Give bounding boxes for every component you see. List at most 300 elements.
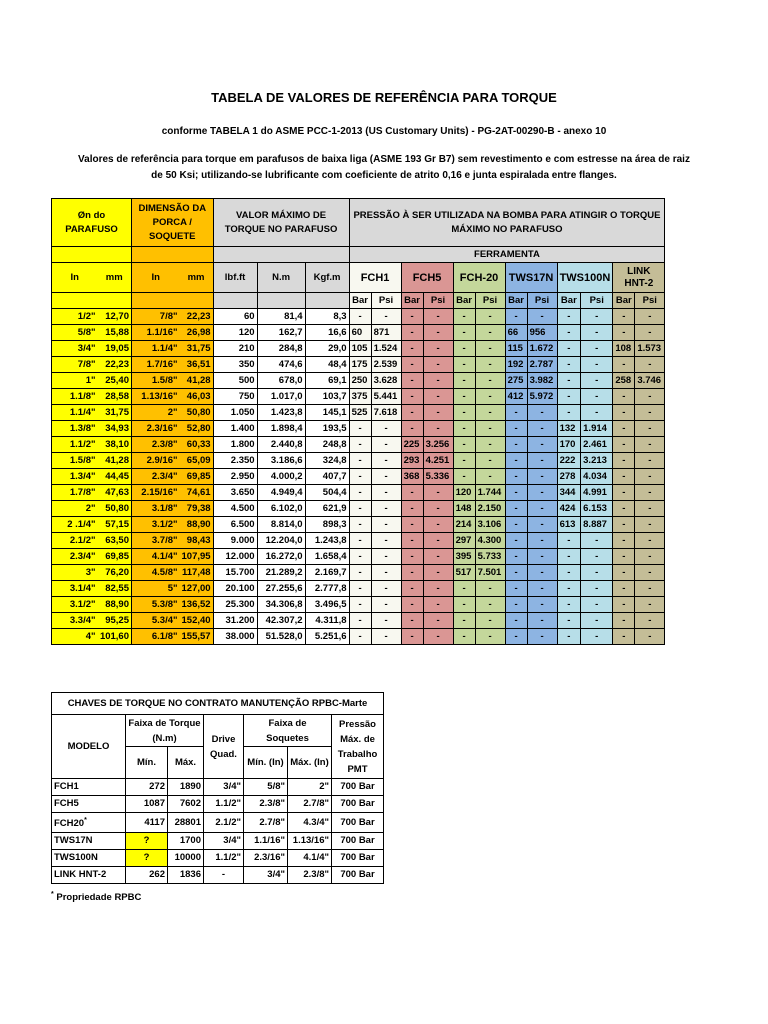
cell-bolt-in: 3.3/4" (52, 613, 98, 629)
cell-fch1-bar: - (349, 469, 371, 485)
cell-fch20-bar: - (453, 405, 475, 421)
cell-nut-in: 1.13/16" (132, 389, 180, 405)
cell-torque-nm: 81,4 (257, 309, 305, 325)
cell-fch1-psi: 7.618 (371, 405, 401, 421)
cell-smax: 2.7/8" (288, 796, 332, 813)
cell-tws100n-bar: - (557, 533, 581, 549)
header-bar: Bar (453, 293, 475, 309)
cell-fch5-psi: - (423, 533, 453, 549)
cell-nut-mm: 69,85 (180, 469, 214, 485)
cell-fch5-psi: - (423, 613, 453, 629)
cell-fch20-bar: - (453, 373, 475, 389)
cell-link-psi: - (635, 469, 665, 485)
table-row (52, 373, 665, 389)
cell-bolt-mm: 76,20 (98, 565, 132, 581)
cell-tws17n-psi: - (527, 485, 557, 501)
cell-bolt-in: 1.3/8" (52, 421, 98, 437)
cell-bolt-mm: 44,45 (98, 469, 132, 485)
cell-nut-mm: 117,48 (180, 565, 214, 581)
cell-fch20-psi: - (475, 613, 505, 629)
wrench-row (52, 850, 384, 867)
cell-torque-lbfft: 2.950 (213, 469, 257, 485)
cell-fch5-psi: - (423, 325, 453, 341)
cell-link-psi: - (635, 437, 665, 453)
cell-fch5-psi: - (423, 549, 453, 565)
table-row (52, 597, 665, 613)
cell-bolt-in: 2.3/4" (52, 549, 98, 565)
footnote-text: Propriedade RPBC (56, 892, 142, 904)
cell-tws100n-bar: - (557, 357, 581, 373)
cell-tws17n-bar: - (505, 565, 527, 581)
cell-nut-in: 5.3/4" (132, 613, 180, 629)
cell-tws17n-bar: - (505, 549, 527, 565)
cell-smin: 3/4" (244, 867, 288, 884)
cell-nut-mm: 22,23 (180, 309, 214, 325)
cell-fch1-bar: 375 (349, 389, 371, 405)
cell-fch1-bar: - (349, 421, 371, 437)
cell-min: 1087 (126, 796, 168, 813)
table-row (52, 485, 665, 501)
cell-torque-lbfft: 2.350 (213, 453, 257, 469)
cell-torque-kgfm: 3.496,5 (305, 597, 349, 613)
table-row (52, 517, 665, 533)
cell-torque-nm: 27.255,6 (257, 581, 305, 597)
cell-tws100n-psi: - (581, 549, 613, 565)
cell-fch20-bar: 214 (453, 517, 475, 533)
cell-fch1-psi: 2.539 (371, 357, 401, 373)
cell-link-psi: - (635, 581, 665, 597)
cell-link-bar: - (613, 309, 635, 325)
cell-torque-lbfft: 210 (213, 341, 257, 357)
cell-tws17n-bar: 275 (505, 373, 527, 389)
cell-nut-mm: 152,40 (180, 613, 214, 629)
cell-nut-in: 1.1/4" (132, 341, 180, 357)
cell-fch20-psi: - (475, 357, 505, 373)
cell-bolt-in: 2.1/2" (52, 533, 98, 549)
cell-fch1-psi: 871 (371, 325, 401, 341)
cell-link-bar: 258 (613, 373, 635, 389)
cell-tws17n-psi: 5.972 (527, 389, 557, 405)
cell-nut-mm: 79,38 (180, 501, 214, 517)
cell-tws17n-psi: - (527, 581, 557, 597)
cell-link-bar: - (613, 613, 635, 629)
cell-fch5-psi: - (423, 565, 453, 581)
cell-link-bar: - (613, 517, 635, 533)
cell-fch20-bar: - (453, 437, 475, 453)
cell-smax: 4.3/4" (288, 813, 332, 833)
cell-tws17n-psi: - (527, 533, 557, 549)
cell-tws17n-bar: - (505, 613, 527, 629)
cell-bolt-mm: 101,60 (98, 629, 132, 645)
cell-nut-in: 1.5/8" (132, 373, 180, 389)
cell-smax: 2" (288, 779, 332, 796)
cell-fch1-bar: - (349, 613, 371, 629)
cell-link-psi: 3.746 (635, 373, 665, 389)
cell-fch20-psi: 1.744 (475, 485, 505, 501)
description (40, 152, 728, 184)
cell-link-psi: - (635, 597, 665, 613)
cell-link-bar: - (613, 421, 635, 437)
cell-tws100n-bar: - (557, 565, 581, 581)
cell-torque-lbfft: 1.800 (213, 437, 257, 453)
cell-tws17n-psi: 3.982 (527, 373, 557, 389)
cell-tws17n-bar: 115 (505, 341, 527, 357)
cell-nut-in: 1.7/16" (132, 357, 180, 373)
cell-nut-in: 1.1/16" (132, 325, 180, 341)
cell-bolt-mm: 12,70 (98, 309, 132, 325)
cell-tws100n-psi: 1.914 (581, 421, 613, 437)
header-tool-link-hnt2: LINK HNT-2 (613, 263, 665, 293)
cell-link-psi: - (635, 629, 665, 645)
torque-wrenches-table (51, 692, 384, 884)
cell-tws17n-bar: 66 (505, 325, 527, 341)
cell-fch5-bar: - (401, 629, 423, 645)
cell-link-bar: - (613, 485, 635, 501)
cell-link-psi: - (635, 405, 665, 421)
description-line-2: de 50 Ksi; utilizando-se lubrificante com coeficiente de atrito 0,16 e junta espiralada entre flanges. (151, 170, 617, 181)
cell-smax: 2.3/8" (288, 867, 332, 884)
cell-nut-in: 2.3/16" (132, 421, 180, 437)
cell-fch1-bar: - (349, 533, 371, 549)
cell-max: 10000 (168, 850, 204, 867)
cell-fch1-psi: - (371, 565, 401, 581)
cell-nut-mm: 155,57 (180, 629, 214, 645)
cell-bolt-mm: 28,58 (98, 389, 132, 405)
header-max-torque: VALOR MÁXIMO DE TORQUE NO PARAFUSO (213, 199, 349, 247)
cell-fch1-bar: - (349, 309, 371, 325)
cell-smin: 2.7/8" (244, 813, 288, 833)
cell-torque-nm: 1.017,0 (257, 389, 305, 405)
cell-tws17n-psi: - (527, 517, 557, 533)
cell-tws100n-bar: 344 (557, 485, 581, 501)
cell-link-bar: - (613, 389, 635, 405)
header-torque-range: Faixa de Torque (N.m) (126, 715, 204, 747)
cell-torque-lbfft: 4.500 (213, 501, 257, 517)
cell-tws17n-psi: 956 (527, 325, 557, 341)
cell-fch5-bar: 225 (401, 437, 423, 453)
cell-torque-nm: 16.272,0 (257, 549, 305, 565)
header-bolt-in: In (52, 263, 98, 293)
table-row (52, 613, 665, 629)
cell-nut-in: 6.1/8" (132, 629, 180, 645)
cell-torque-nm: 4.949,4 (257, 485, 305, 501)
cell-smin: 1.1/16" (244, 833, 288, 850)
cell-nut-in: 3.7/8" (132, 533, 180, 549)
cell-fch20-psi: - (475, 469, 505, 485)
cell-fch1-bar: - (349, 565, 371, 581)
cell-nut-mm: 88,90 (180, 517, 214, 533)
cell-tws17n-psi: - (527, 501, 557, 517)
cell-torque-nm: 1.423,8 (257, 405, 305, 421)
cell-fch20-bar: 120 (453, 485, 475, 501)
cell-torque-nm: 678,0 (257, 373, 305, 389)
cell-fch5-bar: - (401, 373, 423, 389)
cell-pmt: 700 Bar (332, 779, 384, 796)
cell-fch5-bar: - (401, 325, 423, 341)
cell-link-bar: - (613, 629, 635, 645)
cell-torque-lbfft: 750 (213, 389, 257, 405)
cell-torque-nm: 42.307,2 (257, 613, 305, 629)
header-bar: Bar (557, 293, 581, 309)
cell-model: FCH5 (52, 796, 126, 813)
table-row (52, 357, 665, 373)
cell-torque-lbfft: 350 (213, 357, 257, 373)
cell-model: TWS100N (52, 850, 126, 867)
cell-bolt-in: 1.5/8" (52, 453, 98, 469)
cell-fch20-bar: - (453, 325, 475, 341)
wrench-table-title: CHAVES DE TORQUE NO CONTRATO MANUTENÇÃO RPBC-Marte (52, 693, 384, 715)
cell-nut-in: 4.5/8" (132, 565, 180, 581)
cell-tws17n-psi: - (527, 597, 557, 613)
header-bolt-spacer (52, 247, 132, 263)
table-row (52, 341, 665, 357)
table-row (52, 501, 665, 517)
cell-nut-in: 2.3/8" (132, 437, 180, 453)
header-unit-spacer (180, 293, 214, 309)
cell-nut-mm: 52,80 (180, 421, 214, 437)
cell-torque-lbfft: 3.650 (213, 485, 257, 501)
cell-bolt-mm: 69,85 (98, 549, 132, 565)
table-row (52, 325, 665, 341)
header-pressure: PRESSÃO À SER UTILIZADA NA BOMBA PARA ATINGIR O TORQUE MÁXIMO NO PARAFUSO (349, 199, 665, 247)
cell-torque-kgfm: 145,1 (305, 405, 349, 421)
cell-fch1-psi: 5.441 (371, 389, 401, 405)
header-unit-spacer (132, 293, 180, 309)
cell-fch20-psi: - (475, 389, 505, 405)
cell-pmt: 700 Bar (332, 850, 384, 867)
cell-link-psi: - (635, 533, 665, 549)
cell-torque-nm: 1.898,4 (257, 421, 305, 437)
cell-nut-in: 3.1/2" (132, 517, 180, 533)
wrench-row (52, 833, 384, 850)
header-model: MODELO (52, 715, 126, 779)
cell-tws100n-bar: - (557, 341, 581, 357)
wrench-row (52, 813, 384, 833)
cell-bolt-in: 3/4" (52, 341, 98, 357)
header-bar: Bar (401, 293, 423, 309)
cell-tws100n-psi: 4.034 (581, 469, 613, 485)
cell-torque-kgfm: 69,1 (305, 373, 349, 389)
cell-torque-kgfm: 4.311,8 (305, 613, 349, 629)
header-socket-range: Faixa de Soquetes (244, 715, 332, 747)
cell-pmt: 700 Bar (332, 867, 384, 884)
cell-bolt-mm: 47,63 (98, 485, 132, 501)
cell-smin: 2.3/8" (244, 796, 288, 813)
cell-nut-mm: 41,28 (180, 373, 214, 389)
cell-link-psi: - (635, 565, 665, 581)
cell-tws100n-psi: - (581, 325, 613, 341)
cell-torque-kgfm: 898,3 (305, 517, 349, 533)
asterisk-mark: * (84, 817, 87, 824)
cell-tws17n-bar: - (505, 421, 527, 437)
cell-fch20-bar: 297 (453, 533, 475, 549)
cell-fch1-bar: - (349, 485, 371, 501)
cell-bolt-mm: 31,75 (98, 405, 132, 421)
cell-fch20-psi: - (475, 309, 505, 325)
header-tool: FERRAMENTA (349, 247, 665, 263)
header-lbfft: lbf.ft (213, 263, 257, 293)
cell-torque-kgfm: 324,8 (305, 453, 349, 469)
cell-link-bar: - (613, 405, 635, 421)
cell-torque-lbfft: 6.500 (213, 517, 257, 533)
cell-nut-mm: 65,09 (180, 453, 214, 469)
cell-torque-lbfft: 15.700 (213, 565, 257, 581)
cell-drive: 3/4" (204, 833, 244, 850)
cell-link-psi: - (635, 453, 665, 469)
cell-torque-lbfft: 1.050 (213, 405, 257, 421)
cell-torque-kgfm: 407,7 (305, 469, 349, 485)
header-pmt: Pressão Máx. de Trabalho PMT (332, 715, 384, 779)
cell-link-psi: - (635, 309, 665, 325)
cell-nut-mm: 36,51 (180, 357, 214, 373)
cell-torque-nm: 34.306,8 (257, 597, 305, 613)
header-psi: Psi (635, 293, 665, 309)
cell-bolt-mm: 19,05 (98, 341, 132, 357)
cell-torque-kgfm: 48,4 (305, 357, 349, 373)
cell-bolt-mm: 25,40 (98, 373, 132, 389)
header-psi: Psi (475, 293, 505, 309)
cell-fch20-psi: - (475, 453, 505, 469)
cell-tws17n-bar: - (505, 437, 527, 453)
cell-nut-in: 7/8" (132, 309, 180, 325)
cell-model: FCH20* (52, 813, 126, 833)
cell-bolt-mm: 15,88 (98, 325, 132, 341)
cell-tws100n-psi: 2.461 (581, 437, 613, 453)
cell-fch5-bar: 368 (401, 469, 423, 485)
cell-fch5-bar: - (401, 357, 423, 373)
cell-fch5-bar: - (401, 501, 423, 517)
cell-max: 7602 (168, 796, 204, 813)
cell-fch5-psi: - (423, 357, 453, 373)
cell-fch5-bar: - (401, 533, 423, 549)
cell-tws17n-bar: - (505, 517, 527, 533)
cell-fch5-bar: 293 (401, 453, 423, 469)
cell-tws100n-bar: - (557, 309, 581, 325)
header-bar: Bar (349, 293, 371, 309)
cell-link-psi: 1.573 (635, 341, 665, 357)
cell-fch5-psi: - (423, 581, 453, 597)
cell-model: LINK HNT-2 (52, 867, 126, 884)
header-torque-min: Mín. (126, 747, 168, 779)
cell-tws100n-psi: 4.991 (581, 485, 613, 501)
cell-smin: 5/8" (244, 779, 288, 796)
cell-tws17n-bar: - (505, 597, 527, 613)
cell-fch1-psi: - (371, 549, 401, 565)
cell-fch20-psi: - (475, 421, 505, 437)
cell-link-bar: - (613, 549, 635, 565)
cell-link-bar: - (613, 533, 635, 549)
cell-tws100n-bar: 222 (557, 453, 581, 469)
cell-tws100n-bar: 170 (557, 437, 581, 453)
cell-fch1-psi: 3.628 (371, 373, 401, 389)
cell-bolt-in: 1.1/4" (52, 405, 98, 421)
cell-tws17n-bar: - (505, 533, 527, 549)
cell-fch5-psi: - (423, 629, 453, 645)
cell-link-bar: - (613, 565, 635, 581)
cell-bolt-mm: 34,93 (98, 421, 132, 437)
table-row (52, 309, 665, 325)
cell-fch5-bar: - (401, 389, 423, 405)
cell-tws17n-psi: - (527, 629, 557, 645)
footnote (51, 891, 141, 903)
cell-link-bar: 108 (613, 341, 635, 357)
table-row (52, 437, 665, 453)
cell-fch5-bar: - (401, 565, 423, 581)
header-nut-mm: mm (180, 263, 214, 293)
cell-link-bar: - (613, 437, 635, 453)
cell-tws100n-bar: - (557, 373, 581, 389)
table-row (52, 549, 665, 565)
cell-link-psi: - (635, 501, 665, 517)
cell-tws100n-bar: - (557, 613, 581, 629)
cell-fch5-psi: - (423, 517, 453, 533)
cell-nut-mm: 26,98 (180, 325, 214, 341)
cell-max: 28801 (168, 813, 204, 833)
cell-fch1-bar: 105 (349, 341, 371, 357)
cell-tws100n-psi: - (581, 357, 613, 373)
cell-fch5-bar: - (401, 421, 423, 437)
header-psi: Psi (423, 293, 453, 309)
table-row (52, 469, 665, 485)
cell-bolt-in: 5/8" (52, 325, 98, 341)
cell-torque-kgfm: 2.777,8 (305, 581, 349, 597)
cell-fch1-psi: - (371, 485, 401, 501)
cell-tws17n-bar: - (505, 453, 527, 469)
cell-fch5-bar: - (401, 597, 423, 613)
cell-fch1-bar: - (349, 453, 371, 469)
cell-model: TWS17N (52, 833, 126, 850)
cell-tws17n-psi: 1.672 (527, 341, 557, 357)
cell-tws17n-psi: - (527, 549, 557, 565)
cell-fch20-bar: - (453, 421, 475, 437)
cell-fch1-psi: 1.524 (371, 341, 401, 357)
cell-fch5-psi: 4.251 (423, 453, 453, 469)
header-drive: Drive Quad. (204, 715, 244, 779)
table-row (52, 533, 665, 549)
cell-pmt: 700 Bar (332, 796, 384, 813)
cell-fch20-bar: - (453, 453, 475, 469)
cell-tws100n-bar: - (557, 597, 581, 613)
cell-fch5-psi: - (423, 389, 453, 405)
cell-link-psi: - (635, 485, 665, 501)
header-torque-max: Máx. (168, 747, 204, 779)
cell-fch1-bar: - (349, 517, 371, 533)
cell-fch1-psi: - (371, 309, 401, 325)
cell-tws100n-psi: - (581, 629, 613, 645)
cell-nut-mm: 107,95 (180, 549, 214, 565)
cell-fch5-psi: - (423, 341, 453, 357)
cell-tws100n-psi: - (581, 341, 613, 357)
cell-tws17n-bar: 192 (505, 357, 527, 373)
cell-bolt-in: 2" (52, 501, 98, 517)
wrench-row (52, 867, 384, 884)
cell-tws17n-psi: - (527, 565, 557, 581)
header-tool-fch5: FCH5 (401, 263, 453, 293)
cell-torque-nm: 51.528,0 (257, 629, 305, 645)
cell-tws100n-bar: 278 (557, 469, 581, 485)
cell-fch1-psi: - (371, 533, 401, 549)
cell-link-psi: - (635, 357, 665, 373)
cell-bolt-in: 1.3/4" (52, 469, 98, 485)
cell-tws17n-psi: - (527, 613, 557, 629)
cell-fch1-psi: - (371, 629, 401, 645)
cell-nut-in: 2.3/4" (132, 469, 180, 485)
cell-torque-nm: 284,8 (257, 341, 305, 357)
cell-bolt-mm: 88,90 (98, 597, 132, 613)
torque-reference-table (51, 198, 665, 645)
cell-fch20-psi: - (475, 341, 505, 357)
cell-fch5-bar: - (401, 405, 423, 421)
